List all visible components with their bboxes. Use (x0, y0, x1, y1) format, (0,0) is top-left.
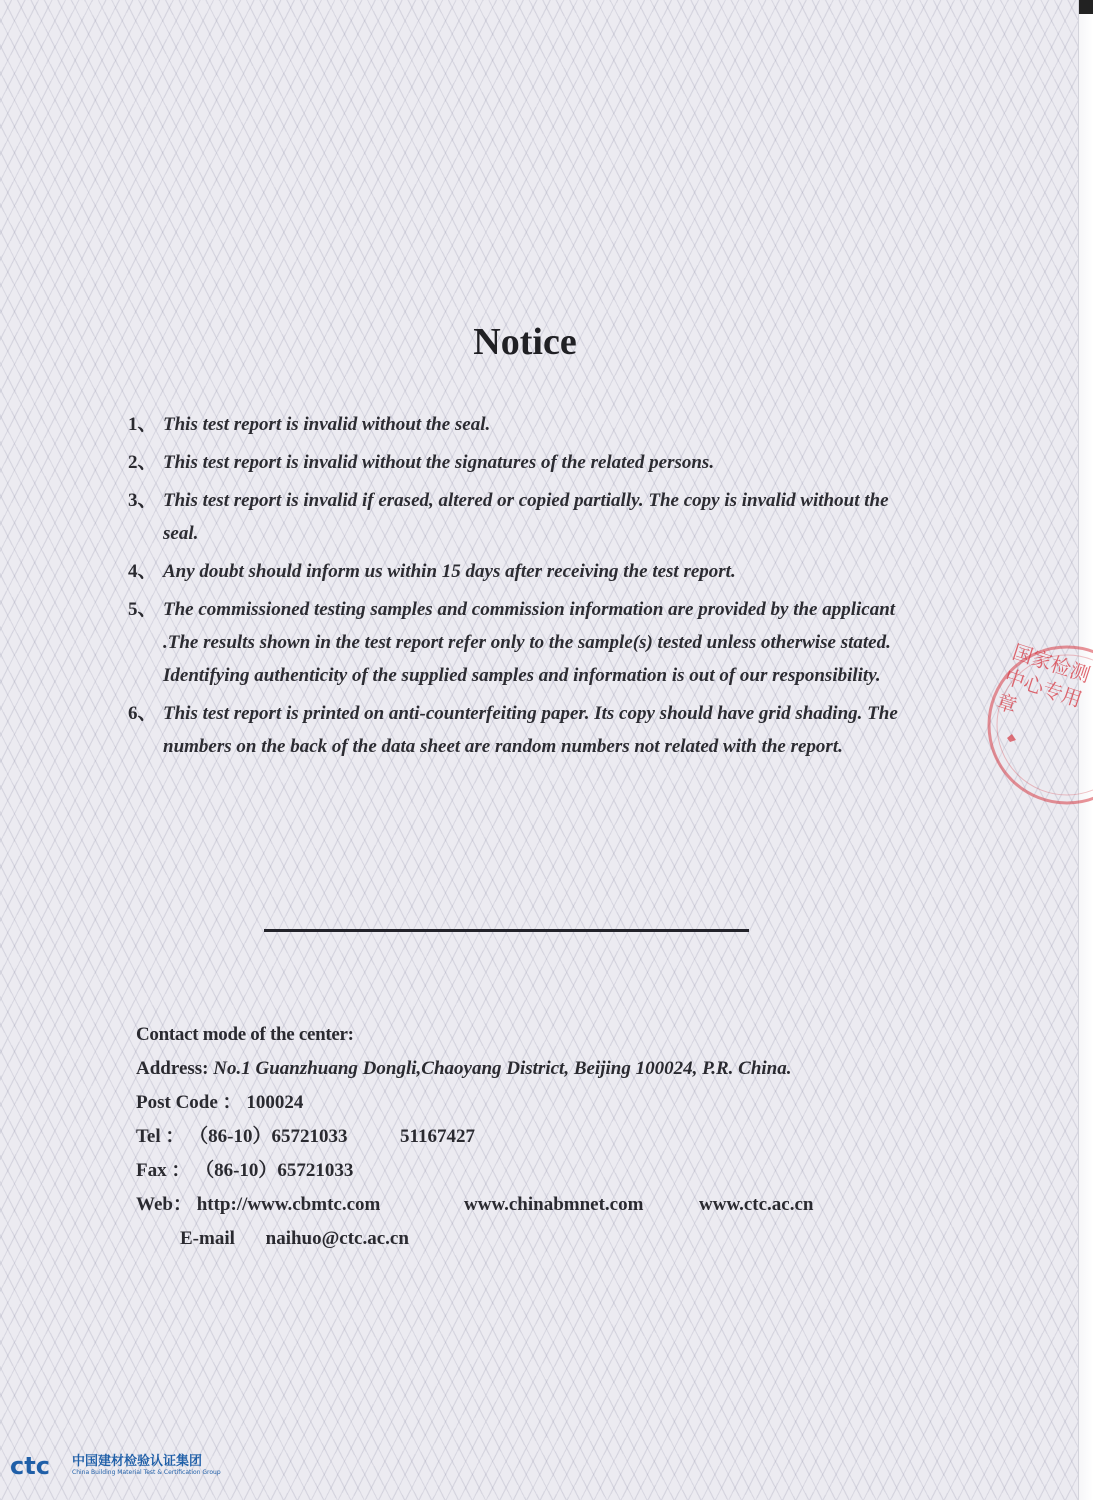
divider-line (264, 929, 749, 932)
address-row (136, 1052, 1036, 1086)
notice-text: This test report is invalid without the signatures of the related persons. (163, 452, 715, 473)
notice-text: The commissioned testing samples and commission information are provided by the applicant .The results shown in the test report refer only to the sample(s) tested unless otherwise stated. Identifying authenticity of the supplied samples and information is out of our responsibility. (163, 599, 896, 686)
notice-item-2 (128, 446, 928, 479)
notice-item-1 (128, 408, 928, 441)
web-label: Web： (136, 1194, 192, 1215)
notice-number: 2、 (128, 452, 157, 473)
fax-value: （86-10）65721033 (195, 1160, 354, 1181)
tel-value: （86-10）65721033 (189, 1126, 348, 1147)
tel-row (136, 1120, 1036, 1154)
email-row (136, 1222, 1036, 1256)
notice-item-4 (128, 555, 928, 588)
seal-text: 国家检测中心专用章 (993, 641, 1093, 719)
notice-text: This test report is invalid if erased, altered or copied partially. The copy is invalid without the seal. (163, 490, 889, 544)
notice-item-3 (128, 484, 928, 550)
notice-number: 3、 (128, 490, 157, 511)
tel-label: Tel ： (136, 1126, 185, 1147)
notice-item-5 (128, 593, 928, 692)
email-label: E-mail (180, 1228, 235, 1249)
official-seal (985, 630, 1093, 820)
address-label: Address: (136, 1058, 209, 1079)
notice-list (128, 408, 928, 768)
contact-section (136, 1018, 1036, 1256)
tel-value-2: 51167427 (400, 1126, 475, 1147)
notice-text: This test report is invalid without the seal. (163, 414, 491, 435)
postcode-row (136, 1086, 1036, 1120)
company-logo (10, 1452, 221, 1478)
email-value[interactable]: naihuo@ctc.ac.cn (265, 1228, 409, 1249)
notice-item-6 (128, 697, 928, 763)
notice-text: This test report is printed on anti-counterfeiting paper. Its copy should have grid shading. The numbers on the back of the data sheet are random numbers not related with the report. (163, 703, 898, 757)
notice-number: 5、 (128, 599, 157, 620)
logo-text (72, 1454, 221, 1477)
logo-english-name: China Building Material Test & Certification Group (72, 1468, 221, 1476)
web-link-3[interactable]: www.ctc.ac.cn (699, 1194, 814, 1215)
ctc-logo-icon (10, 1452, 66, 1478)
postcode-label: Post Code ： (136, 1092, 242, 1113)
postcode-value: 100024 (246, 1092, 304, 1113)
fax-row (136, 1154, 1036, 1188)
web-link-2[interactable]: www.chinabmnet.com (464, 1194, 644, 1215)
scan-corner (1079, 0, 1093, 14)
web-link-1[interactable]: http://www.cbmtc.com (196, 1194, 381, 1215)
notice-number: 1、 (128, 414, 157, 435)
contact-heading: Contact mode of the center: (136, 1024, 354, 1045)
web-row (136, 1188, 1036, 1222)
page-title: Notice (473, 321, 577, 363)
logo-chinese-name: 中国建材检验认证集团 (72, 1453, 203, 1469)
notice-text: Any doubt should inform us within 15 days after receiving the test report. (163, 561, 736, 582)
fax-label: Fax ： (136, 1160, 191, 1181)
logo-mark-text: ctc (10, 1452, 50, 1478)
notice-number: 6、 (128, 703, 157, 724)
address-value: No.1 Guanzhuang Dongli,Chaoyang District, Beijing 100024, P.R. China. (213, 1058, 792, 1079)
notice-number: 4、 (128, 561, 157, 582)
